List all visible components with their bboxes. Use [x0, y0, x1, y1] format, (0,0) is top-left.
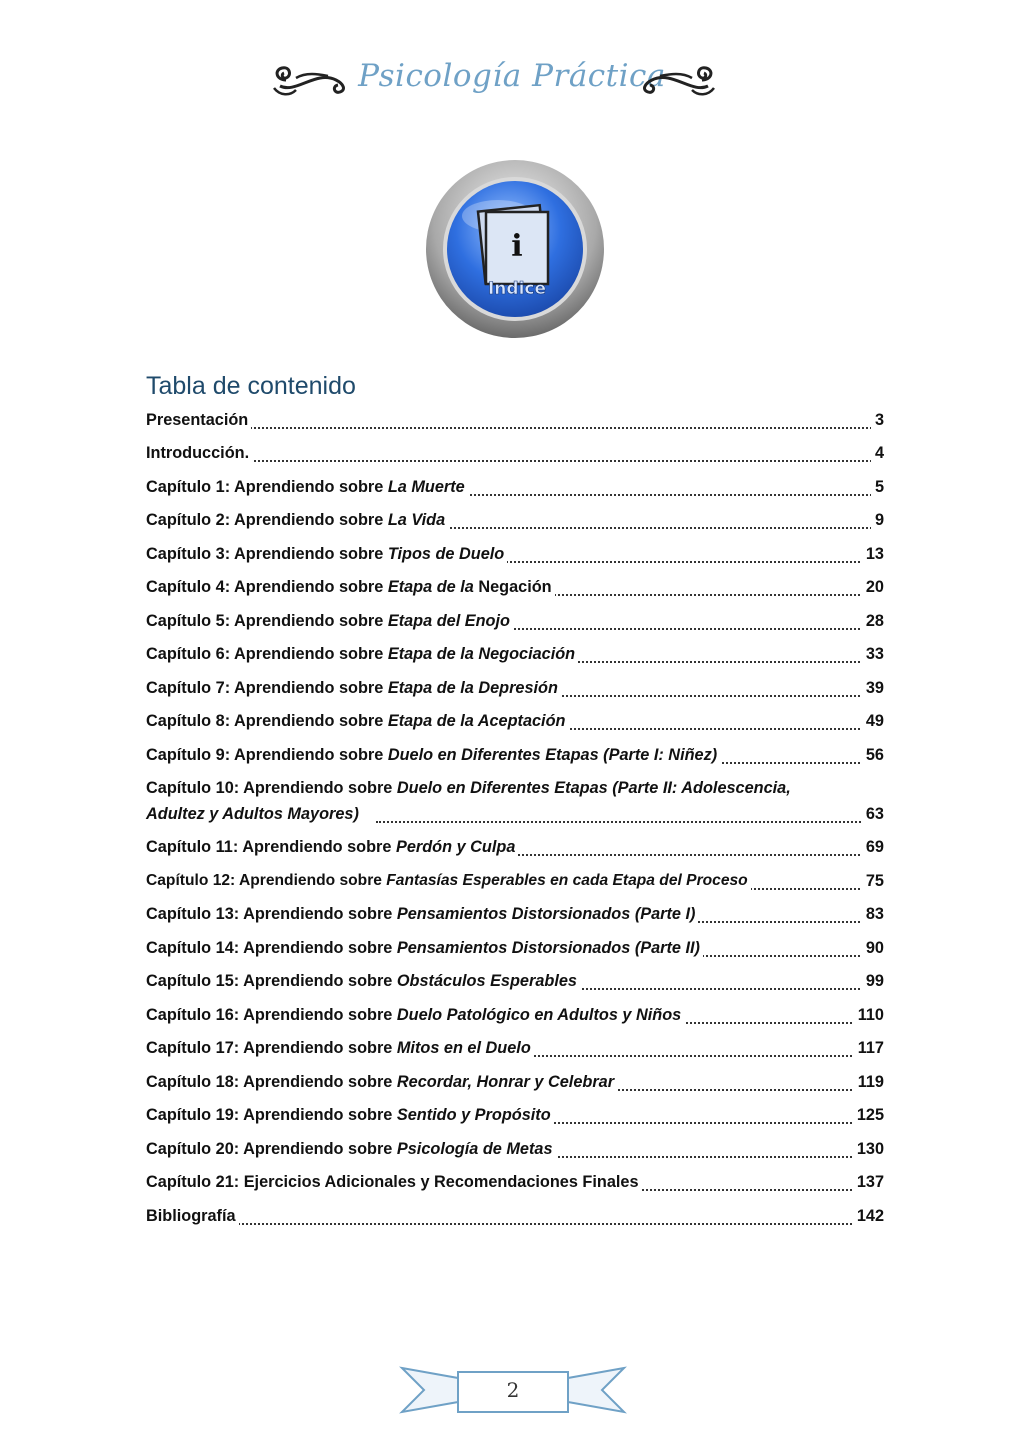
toc-entry[interactable]: Capítulo 6: Aprendiendo sobre Etapa de la Negociación 33 — [146, 645, 884, 663]
page-header — [0, 50, 1024, 120]
toc-page-number: 142 — [853, 1207, 884, 1226]
header-title: Psicología Práctica — [358, 58, 666, 94]
toc-entry[interactable]: Capítulo 4: Aprendiendo sobre Etapa de la Negación 20 — [146, 578, 884, 596]
toc-page-number: 90 — [862, 939, 884, 958]
toc-title: Tabla de contenido — [146, 372, 356, 400]
toc-entry[interactable]: Introducción. 4 — [146, 444, 884, 462]
toc-entry[interactable]: Capítulo 5: Aprendiendo sobre Etapa del Enojo 28 — [146, 612, 884, 630]
toc-page-number: 49 — [862, 712, 884, 731]
toc-page-number: 13 — [862, 545, 884, 564]
toc-entry[interactable]: Capítulo 16: Aprendiendo sobre Duelo Patológico en Adultos y Niños 110 — [146, 1006, 884, 1024]
toc-page-number: 4 — [871, 444, 884, 463]
toc-entry[interactable]: Capítulo 13: Aprendiendo sobre Pensamientos Distorsionados (Parte I) 83 — [146, 905, 884, 923]
toc-entry[interactable]: Capítulo 17: Aprendiendo sobre Mitos en el Duelo 117 — [146, 1039, 884, 1057]
toc-entry[interactable]: Capítulo 2: Aprendiendo sobre La Vida 9 — [146, 511, 884, 529]
toc-entry[interactable]: Capítulo 15: Aprendiendo sobre Obstáculos Esperables 99 — [146, 972, 884, 990]
toc-entry[interactable]: Capítulo 19: Aprendiendo sobre Sentido y Propósito 125 — [146, 1106, 884, 1124]
toc-page-number: 56 — [862, 746, 884, 765]
toc-entry[interactable]: Capítulo 8: Aprendiendo sobre Etapa de la Aceptación 49 — [146, 712, 884, 730]
toc-entry[interactable]: Capítulo 9: Aprendiendo sobre Duelo en Diferentes Etapas (Parte I: Niñez) 56 — [146, 746, 884, 764]
toc-page-number: 69 — [862, 838, 884, 857]
toc-page-number: 20 — [862, 578, 884, 597]
toc-page-number: 110 — [854, 1006, 884, 1025]
toc-entry[interactable]: Capítulo 18: Aprendiendo sobre Recordar, Honrar y Celebrar 119 — [146, 1073, 884, 1091]
page-number: 2 — [506, 1378, 520, 1402]
toc-entry[interactable]: Capítulo 3: Aprendiendo sobre Tipos de Duelo 13 — [146, 545, 884, 563]
toc-page-number: 3 — [871, 411, 884, 430]
flourish-ornament-icon — [636, 58, 722, 102]
toc-entry[interactable]: Capítulo 14: Aprendiendo sobre Pensamientos Distorsionados (Parte II) 90 — [146, 939, 884, 957]
toc-entry[interactable]: Capítulo 12: Aprendiendo sobre Fantasías Esperables en cada Etapa del Proceso 75 — [146, 872, 884, 890]
toc-entry[interactable]: Capítulo 21: Ejercicios Adicionales y Recomendaciones Finales 137 — [146, 1173, 884, 1191]
toc-page-number: 117 — [854, 1039, 884, 1058]
toc-entry[interactable]: Capítulo 20: Aprendiendo sobre Psicología de Metas 130 — [146, 1140, 884, 1158]
toc-page-number: 125 — [853, 1106, 884, 1125]
toc-page-number: 5 — [871, 478, 884, 497]
toc-page-number: 28 — [862, 612, 884, 631]
toc-page-number: 63 — [862, 805, 884, 824]
toc-page-number: 119 — [854, 1073, 884, 1092]
toc-entry[interactable]: Capítulo 1: Aprendiendo sobre La Muerte 5 — [146, 478, 884, 496]
toc-page-number: 137 — [853, 1173, 884, 1192]
toc-page-number: 39 — [862, 679, 884, 698]
toc-page-number: 75 — [862, 872, 884, 891]
toc-entry[interactable]: Bibliografía 142 — [146, 1207, 884, 1225]
toc-entry[interactable]: Capítulo 10: Aprendiendo sobre Duelo en Diferentes Etapas (Parte II: Adolescencia, Adultez y Adultos Mayores) 63 — [146, 779, 884, 823]
toc-page-number: 9 — [871, 511, 884, 530]
toc-page-number: 99 — [862, 972, 884, 991]
toc-entry[interactable]: Capítulo 11: Aprendiendo sobre Perdón y Culpa 69 — [146, 838, 884, 856]
toc-page-number: 130 — [853, 1140, 884, 1159]
toc-entry[interactable]: Capítulo 7: Aprendiendo sobre Etapa de la Depresión 39 — [146, 679, 884, 697]
index-label: Indice — [487, 279, 547, 299]
toc-page-number: 83 — [862, 905, 884, 924]
toc-page-number: 33 — [862, 645, 884, 664]
info-symbol: i — [511, 229, 523, 264]
toc-entry[interactable]: Presentación 3 — [146, 411, 884, 429]
index-info-icon — [424, 158, 606, 340]
